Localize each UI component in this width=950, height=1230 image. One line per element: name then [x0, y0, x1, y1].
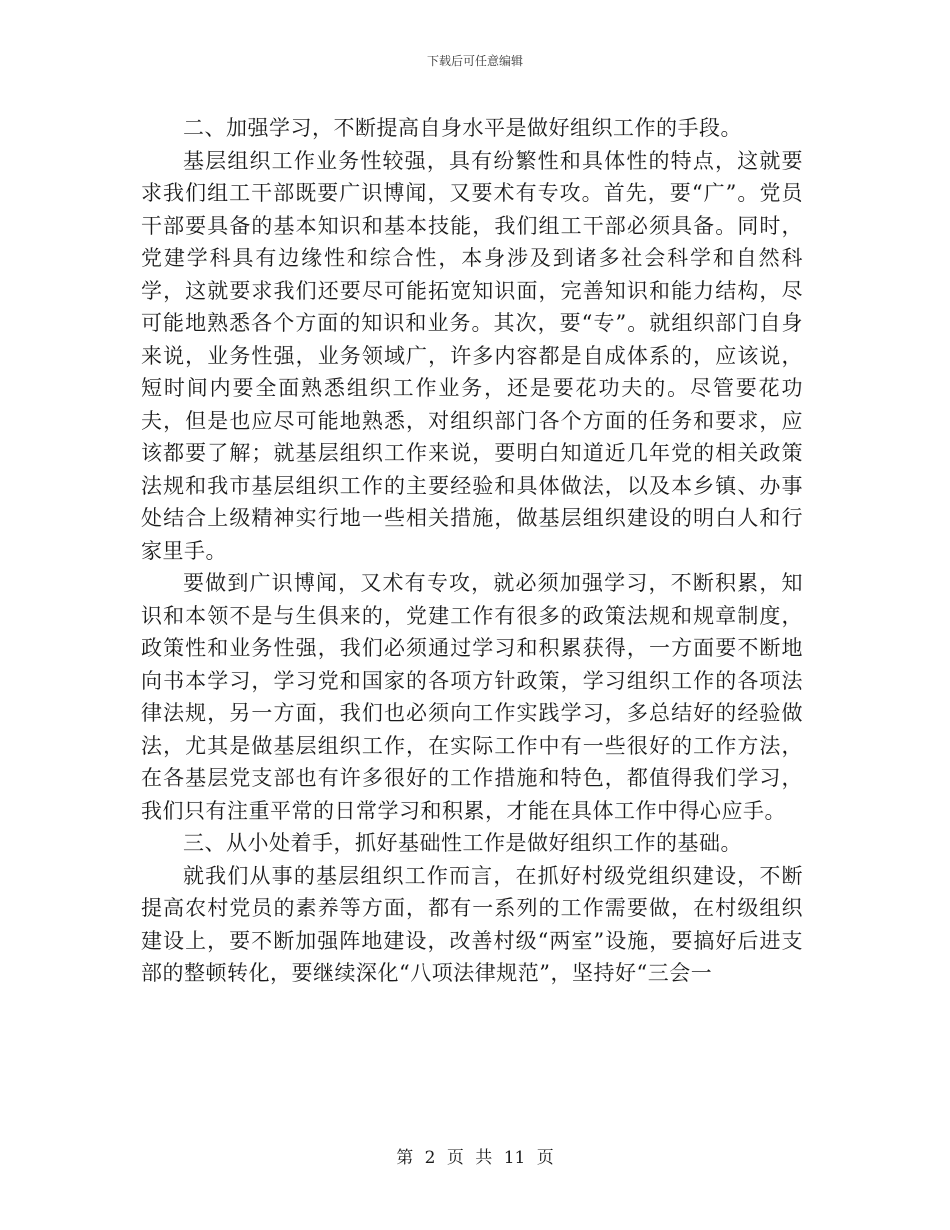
- section-heading-3: 三、从小处着手，抓好基础性工作是做好组织工作的基础。: [183, 831, 742, 855]
- body-paragraph: 就我们从事的基层组织工作而言，在抓好村级党组织建设，不断提高农村党员的素养等方面，都有一系列的工作需要做，在村级组织建设上，要不断加强阵地建设，改善村级“两室”设施，要搞好后进支部的整顿转化，要继续深化“八项法律规范”，坚持好“三会一: [141, 863, 803, 985]
- page-header: 下载后可任意编辑: [426, 54, 523, 68]
- page-footer: 第 2 页 共 11 页: [396, 1148, 554, 1168]
- body-paragraph: 基层组织工作业务性较强，具有纷繁性和具体性的特点，这就要求我们组工干部既要广识博闻，又要术有专攻。首先，要“广”。党员干部要具备的基本知识和基本技能，我们组工干部必须具备。同时，党建学科具有边缘性和综合性，本身涉及到诸多社会科学和自然科学，这就要求我们还要尽可能拓宽知识面，完善知识和能力结构，尽可能地熟悉各个方面的知识和业务。其次，要“专”。就组织部门自身来说，业务性强，业务领域广，许多内容都是自成体系的，应该说，短时间内要全面熟悉组织工作业务，还是要花功夫的。尽管要花功夫，但是也应尽可能地熟悉，对组织部门各个方面的任务和要求，应该都要了解；就基层组织工作来说，要明白知道近几年党的相关政策法规和我市基层组织工作的主要经验和具体做法，以及本乡镇、办事处结合上级精神实行地一些相关措施，做基层组织建设的明白人和行家里手。: [141, 148, 803, 563]
- document-body: [141, 112, 803, 990]
- section-heading-2: 二、加强学习，不断提高自身水平是做好组织工作的手段。: [183, 116, 742, 140]
- body-paragraph: 要做到广识博闻，又术有专攻，就必须加强学习，不断积累，知识和本领不是与生俱来的，党建工作有很多的政策法规和规章制度，政策性和业务性强，我们必须通过学习和积累获得，一方面要不断地向书本学习，学习党和国家的各项方针政策，学习组织工作的各项法律法规，另一方面，我们也必须向工作实践学习，多总结好的经验做法，尤其是做基层组织工作，在实际工作中有一些很好的工作方法，在各基层党支部也有许多很好的工作措施和特色，都值得我们学习，我们只有注重平常的日常学习和积累，才能在具体工作中得心应手。: [141, 571, 803, 823]
